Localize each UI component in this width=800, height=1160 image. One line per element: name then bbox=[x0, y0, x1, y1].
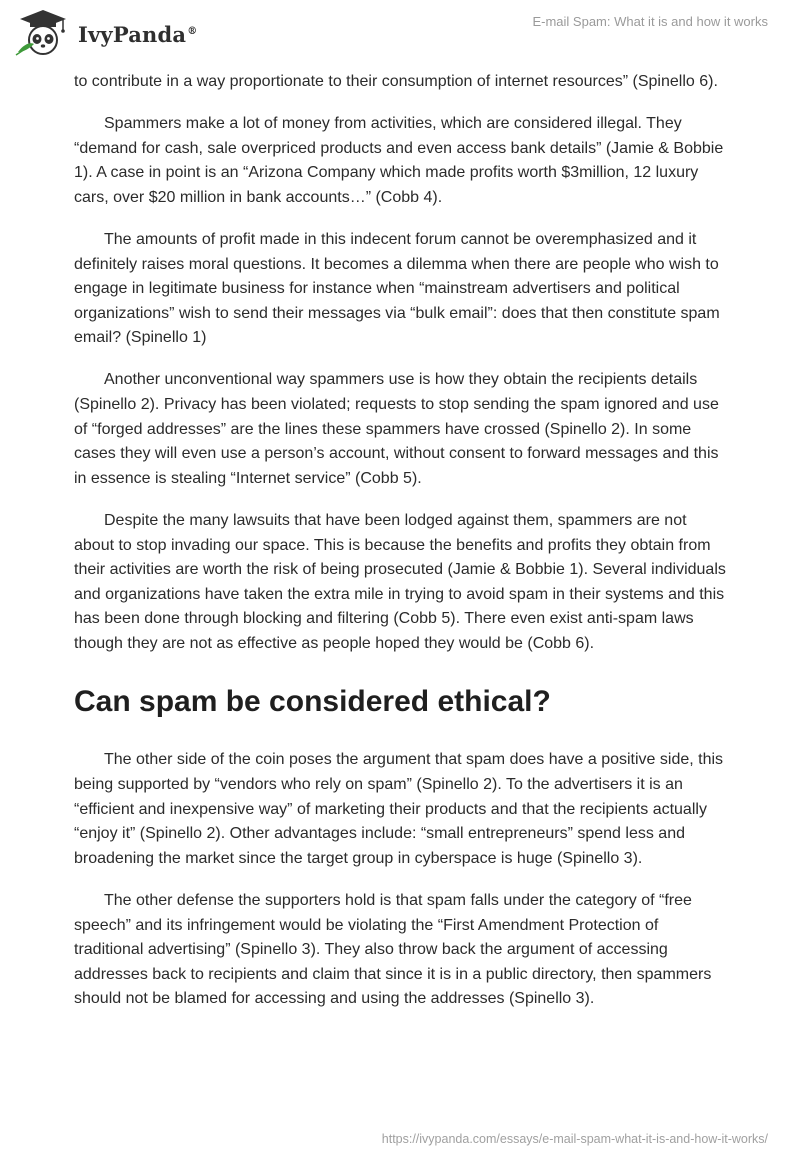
essay-content bbox=[74, 70, 726, 1029]
paragraph: The other side of the coin poses the argument that spam does have a positive side, this being supported by “vendors who rely on spam” (Spinello 2). To the advertisers it is an “efficient and inexpensive way” of marketing their products and that the recipients actually “enjoy it” (Spinello 2). Other advantages include: “small entrepreneurs” spend less and broadening the market since the target group in cyberspace is huge (Spinello 3). bbox=[74, 751, 724, 867]
brand-name bbox=[78, 22, 197, 47]
paragraph: The amounts of profit made in this indecent forum cannot be overemphasized and it definitely raises moral questions. It becomes a dilemma when there are people who wish to engage in legitimate business for instance when “mainstream advertisers and political organizations” wish to send their messages via “bulk email”: does that then constitute spam email? (Spinello 1) bbox=[74, 230, 720, 347]
brand-name-text: IvyPanda bbox=[78, 21, 187, 47]
brand-logo[interactable] bbox=[14, 8, 197, 58]
section-heading: Can spam be considered ethical? bbox=[74, 685, 551, 719]
document-title: E-mail Spam: What it is and how it works bbox=[532, 14, 768, 29]
source-url[interactable]: https://ivypanda.com/essays/e-mail-spam-what-it-is-and-how-it-works/ bbox=[381, 1132, 768, 1146]
paragraph: The other defense the supporters hold is that spam falls under the category of “free speech” and its infringement would be violating the “First Amendment Protection of traditional advertising” (Spinello 3). They also throw back the argument of accessing addresses back to recipients and claim that since it is in a public directory, then spammers should not be blamed for accessing and using the addresses (Spinello 3). bbox=[74, 891, 712, 1008]
paragraph-continuation: to contribute in a way proportionate to their consumption of internet resources” (Spinello 6). bbox=[74, 73, 718, 90]
paragraph: Spammers make a lot of money from activities, which are considered illegal. They “demand for cash, sale overpriced products and even access bank details” (Jamie & Bobbie 1). A case in point is an “Arizona Company which made profits worth $3million, 12 luxury cars, over $20 million in bank accounts…” (Cobb 4). bbox=[74, 115, 724, 206]
paragraph: Despite the many lawsuits that have been lodged against them, spammers are not about to stop invading our space. This is because the benefits and profits they obtain from their activities are worth the risk of being prosecuted (Jamie & Bobbie 1). Several individuals and organizations have taken the extra mile in trying to avoid spam in their systems and this has been done through blocking and filtering (Cobb 5). There even exist anti-spam laws though they are not as effective as people hoped they would be (Cobb 6). bbox=[74, 511, 726, 652]
page-header bbox=[0, 0, 800, 66]
paragraph: Another unconventional way spammers use is how they obtain the recipients details (Spinello 2). Privacy has been violated; requests to stop sending the spam ignored and use of “forged addresses” are the lines these spammers have crossed (Spinello 2). In some cases they will even use a person’s account, without consent to forward messages and this in essence is stealing “Internet service” (Cobb 5). bbox=[74, 371, 719, 487]
panda-graduate-icon bbox=[14, 8, 72, 58]
registered-mark: ® bbox=[187, 25, 198, 37]
